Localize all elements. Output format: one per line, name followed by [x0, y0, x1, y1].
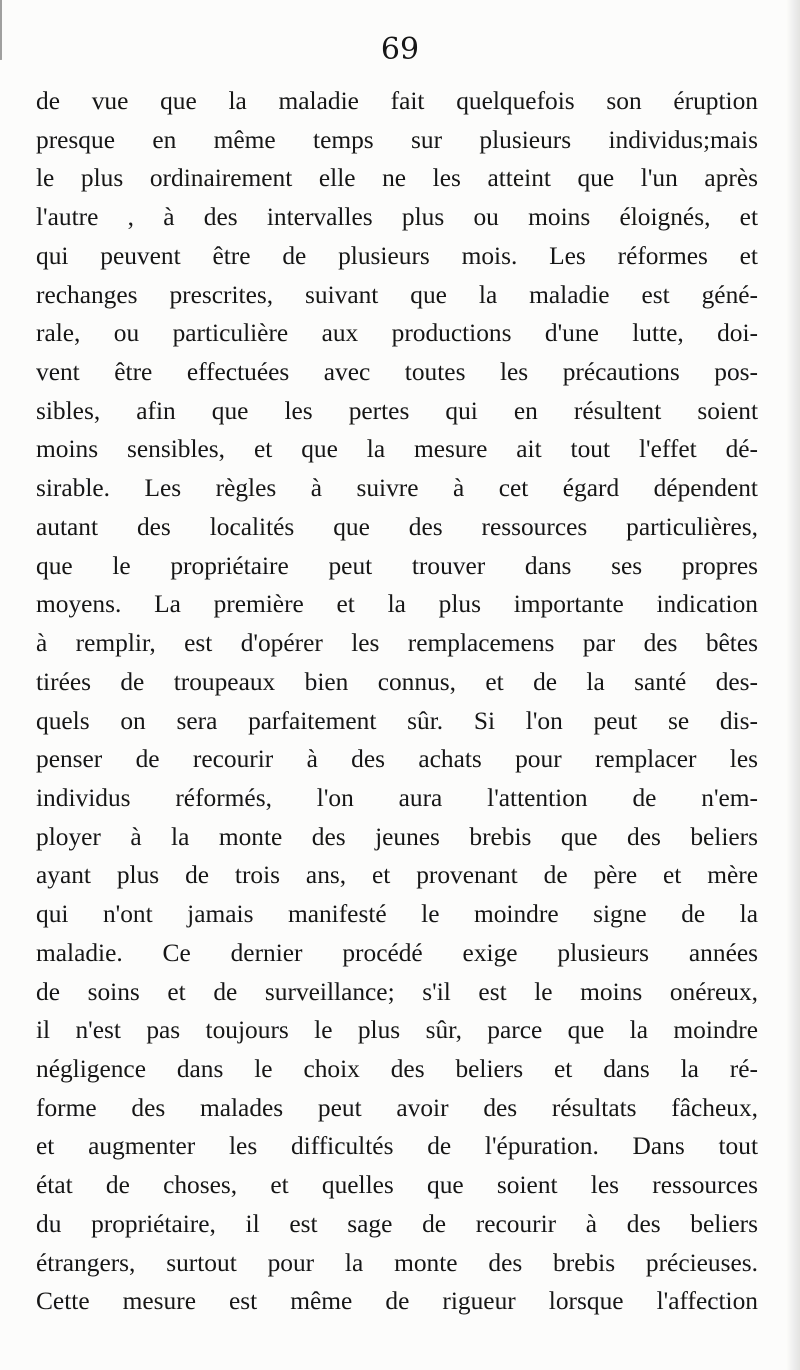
text-line: étrangers, surtout pour la monte des brebis précieuses. [36, 1248, 758, 1277]
text-line: le plus ordinairement elle ne les atteint que l'un après [36, 164, 758, 193]
text-line: état de choses, et quelles que soient les ressources [36, 1171, 758, 1200]
text-line: rechanges prescrites, suivant que la maladie est géné- [36, 280, 758, 309]
text-line: sirable. Les règles à suivre à cet égard dépendent [36, 474, 758, 503]
text-line: maladie. Ce dernier procédé exige plusieurs années [36, 938, 758, 967]
text-line: de vue que la maladie fait quelquefois son éruption [36, 87, 758, 115]
text-line: presque en même temps sur plusieurs individus;mais [36, 125, 758, 154]
text-line: que le propriétaire peut trouver dans ses propres [36, 551, 758, 580]
text-line: et augmenter les difficultés de l'épuration. Dans tout [36, 1132, 758, 1161]
text-line: quels on sera parfaitement sûr. Si l'on peut se dis- [36, 706, 758, 735]
text-line: moyens. La première et la plus importante indication [36, 590, 758, 619]
text-line: autant des localités que des ressources particulières, [36, 512, 758, 541]
text-line: tirées de troupeaux bien connus, et de la santé des- [36, 667, 758, 696]
text-line: l'autre , à des intervalles plus ou moins éloignés, et [36, 203, 758, 232]
text-line: ayant plus de trois ans, et provenant de père et mère [36, 861, 758, 890]
text-line: il n'est pas toujours le plus sûr, parce que la moindre [36, 1016, 758, 1045]
text-line: Cette mesure est même de rigueur lorsque l'affection [36, 1287, 758, 1316]
text-line: vent être effectuées avec toutes les précautions pos- [36, 358, 758, 387]
text-line: rale, ou particulière aux productions d'une lutte, doi- [36, 319, 758, 348]
text-line: de soins et de surveillance; s'il est le moins onéreux, [36, 977, 758, 1006]
text-line: du propriétaire, il est sage de recourir à des beliers [36, 1209, 758, 1238]
text-line: négligence dans le choix des beliers et dans la ré- [36, 1054, 758, 1083]
text-line: ployer à la monte des jeunes brebis que des beliers [36, 822, 758, 851]
text-line: individus réformés, l'on aura l'attention de n'em- [36, 783, 758, 812]
text-line: à remplir, est d'opérer les remplacemens par des bêtes [36, 629, 758, 658]
text-line: qui n'ont jamais manifesté le moindre signe de la [36, 900, 758, 929]
text-line: forme des malades peut avoir des résultats fâcheux, [36, 1093, 758, 1122]
text-line: qui peuvent être de plusieurs mois. Les réformes et [36, 241, 758, 270]
body-text [36, 82, 758, 1321]
text-line: penser de recourir à des achats pour remplacer les [36, 745, 758, 774]
page-number: 69 [380, 32, 420, 67]
spine-shadow [786, 0, 800, 1370]
text-line: moins sensibles, et que la mesure ait tout l'effet dé- [36, 435, 758, 464]
text-line: sibles, afin que les pertes qui en résultent soient [36, 396, 758, 425]
